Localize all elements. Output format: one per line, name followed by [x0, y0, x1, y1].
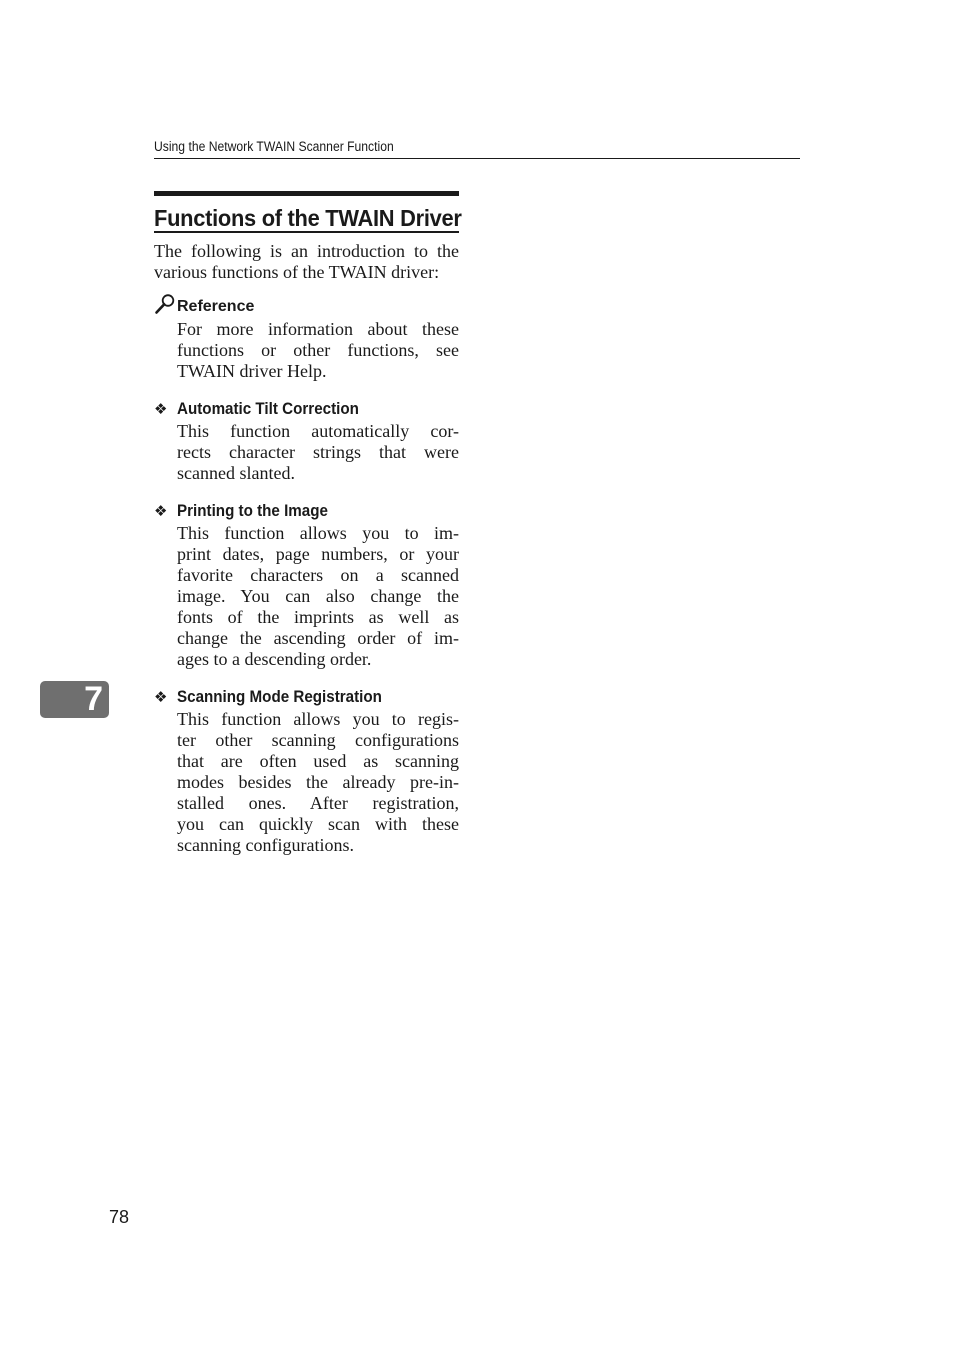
description-line: modes besides the already pre-in-	[177, 772, 459, 792]
description-line: scanned slanted.	[177, 463, 295, 483]
description-line: This function allows you to regis-	[177, 709, 459, 729]
reference-heading	[154, 293, 459, 319]
function-heading	[154, 688, 459, 709]
function-description	[177, 523, 459, 670]
function-description	[177, 421, 459, 484]
diamond-bullet-icon: ❖	[154, 502, 168, 520]
page-number: 78	[109, 1207, 130, 1227]
header-rule	[154, 158, 800, 159]
description-line: stalled ones. After registration,	[177, 793, 459, 813]
chapter-tab	[40, 681, 109, 718]
title-block	[154, 191, 462, 233]
diamond-bullet-icon: ❖	[154, 400, 168, 418]
diamond-bullet-icon: ❖	[154, 688, 168, 706]
description-line: ter other scanning configurations	[177, 730, 459, 750]
function-heading-label: Printing to the Image	[177, 502, 328, 520]
function-list	[154, 400, 459, 856]
content-column	[154, 191, 462, 856]
description-line: image. You can also change the	[177, 586, 459, 606]
description-line: rects character strings that were	[177, 442, 459, 462]
chapter-number: 7	[84, 680, 103, 718]
magnifier-icon	[154, 293, 176, 315]
description-line: This function allows you to im-	[177, 523, 459, 543]
function-heading-label: Scanning Mode Registration	[177, 688, 382, 706]
running-header: Using the Network TWAIN Scanner Function	[154, 139, 394, 154]
description-line: change the ascending order of im-	[177, 628, 459, 648]
function-heading	[154, 502, 459, 523]
description-line: that are often used as scanning	[177, 751, 459, 771]
reference-label: Reference	[177, 298, 255, 315]
description-line: you can quickly scan with these	[177, 814, 459, 834]
function-heading-label: Automatic Tilt Correction	[177, 400, 359, 418]
description-line: scanning configurations.	[177, 835, 354, 855]
description-line: fonts of the imprints as well as	[177, 607, 459, 627]
description-line: print dates, page numbers, or your	[177, 544, 459, 564]
page-title: Functions of the TWAIN Driver	[154, 205, 462, 231]
description-line: favorite characters on a scanned	[177, 565, 459, 585]
intro-paragraph: The following is an introduction to the various functions of the TWAIN driver:	[154, 241, 459, 282]
reference-text: For more information about these functions or other functions, see TWAIN driver Help.	[177, 319, 459, 381]
function-heading	[154, 400, 459, 421]
description-line: ages to a descending order.	[177, 649, 372, 669]
description-line: This function automatically cor-	[177, 421, 459, 441]
function-description	[177, 709, 459, 856]
